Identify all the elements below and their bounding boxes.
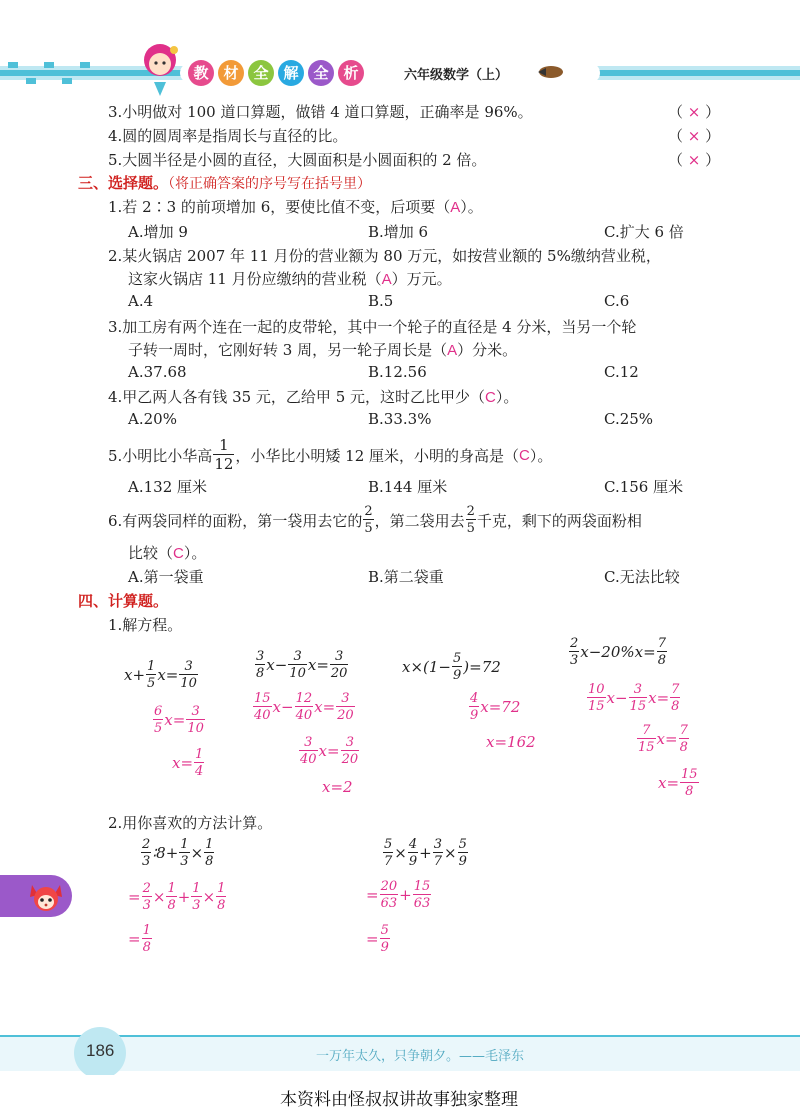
fraction: $\frac{20}{63}$ bbox=[380, 879, 398, 911]
fraction: $\frac{7}{15}$ bbox=[638, 723, 655, 755]
judge-item-4: 4.圆的圆周率是指周长与直径的比。 bbox=[108, 127, 348, 145]
equation-2: $\frac{3}{8}$ x− $\frac{3}{10}$ x= $\frac{3}{20}$ bbox=[256, 649, 348, 681]
page-number: 186 bbox=[86, 1041, 115, 1060]
fraction: $\frac{12}{40}$ bbox=[295, 691, 313, 723]
fraction: $\frac{1}{8}$ bbox=[205, 837, 214, 869]
fraction: $\frac{7}{8}$ bbox=[679, 723, 688, 755]
question-5-answer: C bbox=[519, 446, 530, 464]
question-1-answer: A bbox=[450, 199, 461, 216]
question-3-answer: A bbox=[447, 342, 458, 359]
header-wave-decoration bbox=[0, 60, 800, 86]
expression-1-step: = $\frac{2}{3}$ × $\frac{1}{8}$ + $\frac{1}{3}$ × $\frac{1}{8}$ bbox=[128, 881, 226, 913]
equation-4-step1: $\frac{10}{15}$ x− $\frac{3}{15}$ x= $\frac{7}{8}$ bbox=[588, 682, 680, 714]
expression-1: $\frac{2}{3}$ ∶8+ $\frac{1}{3}$ × $\frac{1}{8}$ bbox=[142, 837, 214, 869]
pencil-icon bbox=[538, 64, 564, 80]
fraction: $\frac{5}{9}$ bbox=[453, 651, 462, 683]
q1-option-b: B.增加 6 bbox=[368, 223, 429, 241]
q5-option-b: B.144 厘米 bbox=[368, 478, 448, 496]
q4-option-a: A.20% bbox=[128, 410, 177, 428]
fraction: $\frac{15}{63}$ bbox=[413, 879, 431, 911]
fraction: $\frac{7}{8}$ bbox=[657, 636, 666, 668]
question-5: 5.小明比小华高 $\frac{1}{12}$ ，小华比小明矮 12 厘米，小明的身高是（ C ）。 bbox=[108, 436, 553, 473]
q6-option-c: C.无法比较 bbox=[604, 568, 680, 586]
fraction: $\frac{2}{5}$ bbox=[364, 504, 373, 536]
question-3-line1: 3.加工房有两个连在一起的皮带轮，其中一个轮子的直径是 4 分米，当另一个轮 bbox=[108, 318, 637, 336]
fraction: $\frac{10}{15}$ bbox=[588, 682, 605, 714]
fraction: $\frac{2}{3}$ bbox=[570, 636, 579, 668]
question-6-line2: 比较（C）。 bbox=[128, 544, 207, 562]
fraction: $\frac{3}{10}$ bbox=[180, 659, 197, 691]
judge-item-3: 3.小明做对 100 道口算题，做错 4 道口算题，正确率是 96%。 bbox=[108, 103, 533, 121]
equation-3-step: $\frac{4}{9}$ x=72 bbox=[470, 691, 521, 723]
fraction: $\frac{5}{9}$ bbox=[380, 923, 389, 955]
fraction: $\frac{3}{10}$ bbox=[289, 649, 306, 681]
q1-option-a: A.增加 9 bbox=[128, 223, 188, 241]
q4-option-b: B.33.3% bbox=[368, 410, 432, 428]
q2-option-b: B.5 bbox=[368, 292, 394, 310]
wrong-mark: × bbox=[687, 127, 701, 145]
fraction: $\frac{2}{5}$ bbox=[466, 504, 475, 536]
fraction: $\frac{5}{9}$ bbox=[458, 837, 467, 869]
header-title-char-2: 材 bbox=[218, 60, 244, 86]
fraction: $\frac{2}{3}$ bbox=[142, 837, 151, 869]
fraction: $\frac{3}{20}$ bbox=[330, 649, 348, 681]
fraction: $\frac{1}{8}$ bbox=[217, 881, 226, 913]
judge-answer-5: （ × ） bbox=[668, 151, 721, 169]
fraction: $\frac{1}{8}$ bbox=[167, 881, 176, 913]
question-6-line1: 6.有两袋同样的面粉，第一袋用去它的 $\frac{2}{5}$ ，第二袋用去 $\frac{2}{5}$ 千克，剩下的两袋面粉相 bbox=[108, 504, 642, 536]
calc-1-label: 1.解方程。 bbox=[108, 616, 183, 634]
fraction: $\frac{1}{3}$ bbox=[192, 881, 201, 913]
fraction: $\frac{5}{7}$ bbox=[384, 837, 393, 869]
fraction: $\frac{2}{3}$ bbox=[142, 881, 151, 913]
question-4-answer: C bbox=[485, 389, 496, 406]
fraction: $\frac{7}{8}$ bbox=[671, 682, 680, 714]
fraction: $\frac{6}{5}$ bbox=[154, 704, 163, 736]
header-subtitle: 六年级数学（上） bbox=[404, 68, 509, 83]
fraction: $\frac{3}{8}$ bbox=[256, 649, 265, 681]
calc-2-label: 2.用你喜欢的方法计算。 bbox=[108, 814, 273, 832]
fraction: $\frac{1}{8}$ bbox=[142, 923, 151, 955]
expression-1-result: = $\frac{1}{8}$ bbox=[128, 923, 151, 955]
question-2-line2: 这家火锅店 11 月份应缴纳的营业税（A）万元。 bbox=[128, 270, 452, 288]
fraction: $\frac{1}{4}$ bbox=[195, 747, 204, 779]
q3-option-a: A.37.68 bbox=[128, 363, 187, 381]
header-title-char-6: 析 bbox=[338, 60, 364, 86]
fraction: $\frac{1}{3}$ bbox=[180, 837, 189, 869]
footer-credit: 本资料由怪叔叔讲故事独家整理 bbox=[280, 1090, 518, 1110]
fraction: $\frac{3}{7}$ bbox=[433, 837, 442, 869]
expression-2-step: = $\frac{20}{63}$ + $\frac{15}{63}$ bbox=[366, 879, 431, 911]
judge-item-5: 5.大圆半径是小圆的直径，大圆面积是小圆面积的 2 倍。 bbox=[108, 151, 487, 169]
header-title-char-4: 解 bbox=[278, 60, 304, 86]
judge-answer-3: （ × ） bbox=[668, 103, 721, 121]
fraction: $\frac{3}{20}$ bbox=[341, 735, 359, 767]
fraction: $\frac{15}{40}$ bbox=[254, 691, 271, 723]
question-2-line1: 2.某火锅店 2007 年 11 月份的营业额为 80 万元，如按营业额的 5%缴纳营业税， bbox=[108, 247, 661, 265]
judge-answer-4: （ × ） bbox=[668, 127, 721, 145]
question-1: 1.若 2∶3 的前项增加 6，要使比值不变，后项要（A）。 bbox=[108, 198, 483, 216]
q6-option-a: A.第一袋重 bbox=[128, 568, 204, 586]
section-3-title: 三、选择题。 bbox=[78, 174, 169, 192]
fraction: $\frac{3}{40}$ bbox=[300, 735, 317, 767]
fraction: $\frac{1}{12}$ bbox=[214, 436, 234, 473]
equation-2-step2: $\frac{3}{40}$ x= $\frac{3}{20}$ bbox=[300, 735, 359, 767]
header-title-char-1: 教 bbox=[188, 60, 214, 86]
q3-option-b: B.12.56 bbox=[368, 363, 427, 381]
q5-option-a: A.132 厘米 bbox=[128, 478, 207, 496]
question-6-answer: C bbox=[173, 545, 184, 562]
fraction: $\frac{15}{8}$ bbox=[681, 767, 698, 799]
q5-option-c: C.156 厘米 bbox=[604, 478, 684, 496]
fraction: $\frac{1}{5}$ bbox=[147, 659, 156, 691]
section-3-note: （将正确答案的序号写在括号里） bbox=[168, 176, 372, 192]
equation-2-result: x=2 bbox=[322, 778, 353, 796]
q6-option-b: B.第二袋重 bbox=[368, 568, 444, 586]
equation-4-result: x= $\frac{15}{8}$ bbox=[658, 767, 698, 799]
fox-mascot-icon bbox=[28, 879, 64, 913]
equation-3: x×(1− $\frac{5}{9}$ )=72 bbox=[402, 651, 501, 683]
footer-quote: 一万年太久，只争朝夕。——毛泽东 bbox=[316, 1049, 525, 1064]
girl-mascot-icon bbox=[130, 38, 190, 98]
q1-option-c: C.扩大 6 倍 bbox=[604, 223, 684, 241]
expression-2-result: = $\frac{5}{9}$ bbox=[366, 923, 389, 955]
equation-1-step: $\frac{6}{5}$ x= $\frac{3}{10}$ bbox=[154, 704, 204, 736]
equation-3-result: x=162 bbox=[486, 733, 536, 751]
q3-option-c: C.12 bbox=[604, 363, 639, 381]
equation-4-step2: $\frac{7}{15}$ x= $\frac{7}{8}$ bbox=[638, 723, 688, 755]
wrong-mark: × bbox=[687, 103, 701, 121]
equation-4: $\frac{2}{3}$ x−20%x= $\frac{7}{8}$ bbox=[570, 636, 666, 668]
equation-2-step1: $\frac{15}{40}$ x− $\frac{12}{40}$ x= $\frac{3}{20}$ bbox=[254, 691, 354, 723]
equation-1-result: x= $\frac{1}{4}$ bbox=[172, 747, 204, 779]
section-3-heading bbox=[78, 172, 371, 193]
fraction: $\frac{3}{20}$ bbox=[337, 691, 354, 723]
section-4-title: 四、计算题。 bbox=[78, 592, 169, 610]
fraction: $\frac{3}{10}$ bbox=[187, 704, 204, 736]
header-bar bbox=[0, 60, 800, 86]
header-title-char-5: 全 bbox=[308, 60, 334, 86]
fraction: $\frac{4}{9}$ bbox=[408, 837, 418, 869]
header-title-char-3: 全 bbox=[248, 60, 274, 86]
fraction: $\frac{3}{15}$ bbox=[629, 682, 647, 714]
question-4: 4.甲乙两人各有钱 35 元，乙给甲 5 元，这时乙比甲少（C）。 bbox=[108, 388, 519, 406]
expression-2: $\frac{5}{7}$ × $\frac{4}{9}$ + $\frac{3}{7}$ × $\frac{5}{9}$ bbox=[384, 837, 467, 869]
wrong-mark: × bbox=[687, 151, 701, 169]
fraction: $\frac{4}{9}$ bbox=[470, 691, 479, 723]
q2-option-c: C.6 bbox=[604, 292, 630, 310]
q2-option-a: A.4 bbox=[128, 292, 154, 310]
equation-1: x+ $\frac{1}{5}$ x= $\frac{3}{10}$ bbox=[124, 659, 197, 691]
q4-option-c: C.25% bbox=[604, 410, 654, 428]
question-2-answer: A bbox=[381, 271, 392, 288]
question-3-line2: 子转一周时，它刚好转 3 周，另一轮子周长是（A）分米。 bbox=[128, 341, 518, 359]
